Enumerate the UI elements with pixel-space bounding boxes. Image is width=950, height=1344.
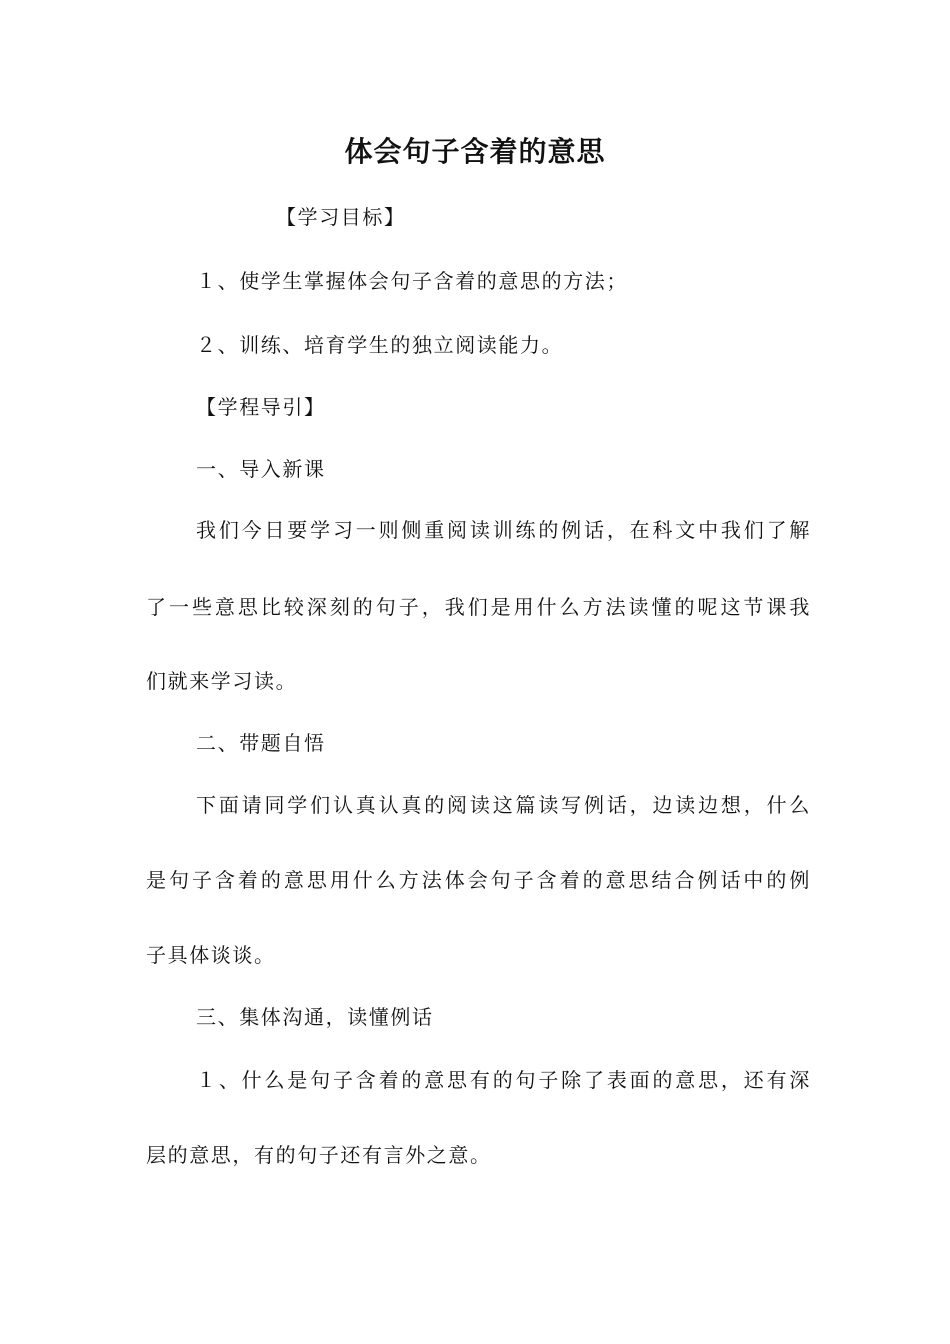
paragraph-1-line-3: 们就来学习读。 [146,669,298,693]
paragraph-3-line-1: １、什么是句子含着的意思有的句子除了表面的意思，还有深 [196,1068,811,1092]
step-heading-2: 二、带题自悟 [196,731,326,755]
goal-item-2: ２、训练、培育学生的独立阅读能力。 [196,333,564,357]
paragraph-2-line-1: 下面请同学们认真认真的阅读这篇读写例话，边读边想，什么 [196,793,811,817]
paragraph-1-line-2: 了一些意思比较深刻的句子，我们是用什么方法读懂的呢这节课我 [146,595,811,619]
step-heading-3: 三、集体沟通，读懂例话 [196,1005,434,1029]
step-heading-1: 一、导入新课 [196,457,326,481]
paragraph-2-line-3: 子具体谈谈。 [146,943,276,967]
document-title: 体会句子含着的意思 [344,135,606,168]
paragraph-1-line-1: 我们今日要学习一则侧重阅读训练的例话，在科文中我们了解 [196,518,811,542]
section-heading-learning-guide: 【学程导引】 [196,395,326,419]
paragraph-3-line-2: 层的意思，有的句子还有言外之意。 [146,1143,492,1167]
section-heading-learning-goals: 【学习目标】 [276,205,406,229]
paragraph-2-line-2: 是句子含着的意思用什么方法体会句子含着的意思结合例话中的例 [146,868,811,892]
goal-item-1: １、使学生掌握体会句子含着的意思的方法； [196,269,628,293]
